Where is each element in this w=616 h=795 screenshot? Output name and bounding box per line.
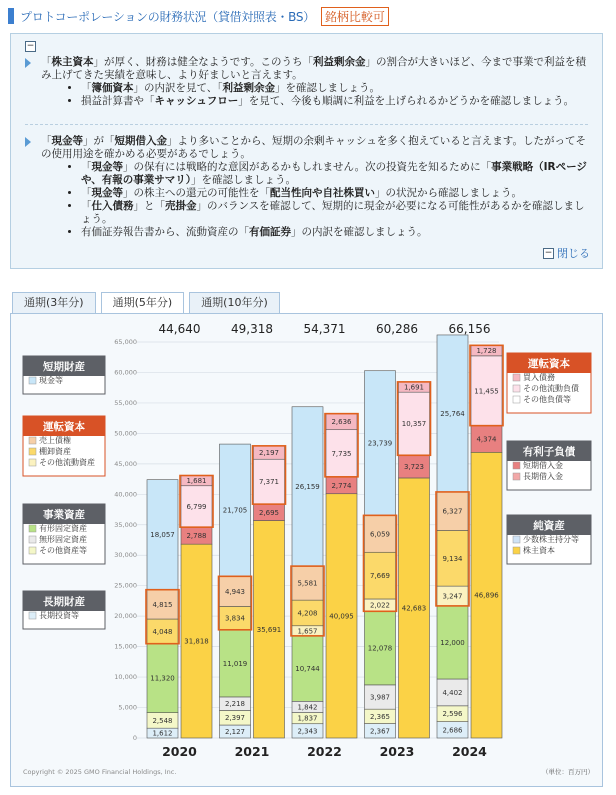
list-item: • 「現金等」の株主への還元の可能性を「配当性向や自社株買い」の状況から確認しましょう。 <box>81 187 592 200</box>
total-label: 54,371 <box>303 322 346 336</box>
y-tick-label: 10,000 <box>114 673 137 682</box>
data-label: 2,686 <box>442 726 463 735</box>
legend-item-label: その他流動資産 <box>39 458 95 467</box>
data-label: 2,365 <box>369 712 391 721</box>
data-label: 23,739 <box>367 439 393 448</box>
data-label: 2,788 <box>186 532 207 541</box>
data-label: 2,397 <box>224 714 246 723</box>
legend-item-label: 短期借入金 <box>523 461 563 470</box>
y-tick-label: 15,000 <box>114 642 137 651</box>
tab-3-years[interactable]: 通期(3年分) <box>12 292 96 313</box>
data-label: 10,744 <box>295 665 320 674</box>
data-label: 40,095 <box>329 612 354 621</box>
data-label: 3,247 <box>442 592 463 601</box>
data-label: 1,842 <box>297 703 318 712</box>
y-tick-label: 5,000 <box>118 703 137 712</box>
total-label: 60,286 <box>376 322 418 336</box>
header-accent-bar <box>8 8 14 24</box>
memo-list <box>23 161 592 239</box>
legend-title: 純資産 <box>533 520 565 532</box>
data-label: 2,367 <box>369 727 391 736</box>
legend-swatch <box>29 377 36 384</box>
data-label: 2,596 <box>442 710 463 719</box>
data-label: 2,127 <box>224 728 246 737</box>
data-label: 31,818 <box>184 637 209 646</box>
y-tick-label: 35,000 <box>114 520 137 529</box>
legend-item-label: その他資産等 <box>39 546 87 555</box>
data-label: 5,581 <box>297 579 318 588</box>
y-tick-label: 40,000 <box>114 490 137 499</box>
legend-item-label: 株主資本 <box>523 546 555 555</box>
x-tick-label: 2024 <box>452 744 487 759</box>
data-label: 42,683 <box>401 604 427 613</box>
legend-swatch <box>29 437 36 444</box>
legend-item-label: 少数株主持分等 <box>523 535 579 544</box>
legend-item-label: その他負債等 <box>523 395 571 404</box>
legend-swatch <box>513 385 520 392</box>
memo-block-cash <box>23 135 592 239</box>
legend-swatch <box>29 459 36 466</box>
legend-swatch <box>513 473 520 480</box>
data-label: 2,218 <box>224 700 246 709</box>
data-label: 4,048 <box>152 627 173 636</box>
legend-title: 運転資本 <box>528 358 570 370</box>
data-label: 2,548 <box>152 716 173 725</box>
y-tick-label: 45,000 <box>114 459 137 468</box>
data-label: 12,000 <box>440 638 465 647</box>
y-tick-label: 50,000 <box>114 429 137 438</box>
data-label: 2,636 <box>331 418 352 427</box>
total-label: 66,156 <box>448 322 491 336</box>
period-tabs <box>12 292 280 313</box>
data-label: 3,834 <box>224 614 246 623</box>
legend-item-label: 長期投資等 <box>39 611 79 620</box>
data-label: 4,208 <box>297 609 318 618</box>
x-tick-label: 2021 <box>234 744 270 759</box>
unit-label: （単位：百万円） <box>542 768 594 776</box>
data-label: 11,320 <box>150 674 175 683</box>
legend-title: 長期財産 <box>43 596 85 608</box>
data-label: 1,691 <box>403 383 425 392</box>
data-label: 7,735 <box>331 449 352 458</box>
y-tick-label: 30,000 <box>114 551 137 560</box>
list-item: • 損益計算書や「キャッシュフロー」を見て、今後も順調に利益を上げられるかどうかを確認しましょう。 <box>81 95 592 108</box>
data-label: 12,078 <box>367 644 393 653</box>
y-tick-label: 20,000 <box>114 612 137 621</box>
data-label: 4,943 <box>224 587 246 596</box>
legend-swatch <box>513 396 520 403</box>
copyright: Copyright © 2025 GMO Financial Holdings, Inc. <box>23 768 177 776</box>
legend-swatch <box>513 536 520 543</box>
legend-swatch <box>513 374 520 381</box>
y-tick-label: 60,000 <box>114 368 137 377</box>
list-item: • 「仕入債務」と「売掛金」のバランスを確認して、短期的に現金が必要になる可能性があるかを確認しましょう。 <box>81 200 592 226</box>
memo-divider <box>25 124 588 125</box>
legend-title: 短期財産 <box>43 361 85 373</box>
data-label: 11,455 <box>474 387 499 396</box>
data-label: 2,343 <box>297 727 318 736</box>
legend-swatch <box>29 547 36 554</box>
data-label: 1,728 <box>476 347 497 356</box>
minus-icon[interactable]: − <box>26 41 35 51</box>
balance-sheet-chart <box>11 314 602 786</box>
legend-swatch <box>29 525 36 532</box>
legend-title: 事業資産 <box>43 509 85 521</box>
total-label: 49,318 <box>231 322 273 336</box>
minus-icon: − <box>544 247 553 258</box>
data-label: 46,896 <box>474 591 499 600</box>
y-tick-label: 65,000 <box>114 338 137 346</box>
data-label: 26,159 <box>295 482 320 491</box>
data-label: 35,691 <box>256 625 282 634</box>
x-tick-label: 2020 <box>162 744 197 759</box>
data-label: 6,327 <box>442 507 463 516</box>
close-label: 閉じる <box>557 247 590 260</box>
data-label: 3,987 <box>369 693 391 702</box>
data-label: 4,815 <box>152 600 173 609</box>
legend-swatch <box>29 612 36 619</box>
legend-swatch <box>29 536 36 543</box>
data-label: 2,695 <box>258 508 280 517</box>
legend-item-label: 無形固定資産 <box>39 535 87 544</box>
legend-item-label: 長期借入金 <box>523 472 563 481</box>
memo-lead: 「株主資本」が厚く、財務は健全なようです。このうち「利益剰余金」の割合が大きいほど、今まで事業で利益を積み上げてきた実績を意味し、より好ましいと言えます。 <box>23 56 592 82</box>
data-label: 7,371 <box>258 478 280 487</box>
legend-swatch <box>513 462 520 469</box>
legend-item-label: 売上債権 <box>39 436 71 445</box>
legend-item-label: 棚卸資産 <box>39 447 71 456</box>
data-label: 1,657 <box>297 627 318 636</box>
data-label: 6,799 <box>186 502 207 511</box>
list-item: • 「簿価資本」の内訳を見て、「利益剰余金」を確認しましょう。 <box>81 82 592 95</box>
y-tick-label: 0 <box>132 734 137 742</box>
tab-5-years[interactable]: 通期(5年分) <box>101 292 185 314</box>
data-label: 4,374 <box>476 435 497 444</box>
legend-item-label: その他流動負債 <box>523 384 579 393</box>
y-tick-label: 55,000 <box>114 398 137 407</box>
memo-block-equity <box>23 56 592 108</box>
data-label: 21,705 <box>222 506 248 515</box>
data-label: 6,059 <box>369 530 391 539</box>
tab-10-years[interactable]: 通期(10年分) <box>189 292 280 313</box>
close-memo-button[interactable] <box>543 245 590 261</box>
data-label: 1,681 <box>186 477 207 486</box>
chart-panel <box>10 313 603 787</box>
legend-swatch <box>29 448 36 455</box>
data-label: 11,019 <box>222 659 248 668</box>
data-label: 2,774 <box>331 481 352 490</box>
data-label: 9,134 <box>442 554 463 563</box>
page-title: プロトコーポレーションの財務状況（貸借対照表・BS） <box>20 9 315 24</box>
analysis-memo <box>10 33 603 269</box>
data-label: 25,764 <box>440 409 465 418</box>
x-tick-label: 2022 <box>307 744 342 759</box>
data-label: 2,197 <box>258 449 280 458</box>
total-label: 44,640 <box>158 322 201 336</box>
x-tick-label: 2023 <box>379 744 415 759</box>
legend-swatch <box>513 547 520 554</box>
data-label: 4,402 <box>442 688 463 697</box>
legend-item-label: 有形固定資産 <box>39 524 87 533</box>
data-label: 1,612 <box>152 729 173 738</box>
memo-lead: 「現金等」が「短期借入金」より多いことから、短期の余剰キャッシュを多く抱えていると言えます。したがってその使用用途を確かめる必要があるでしょう。 <box>23 135 592 161</box>
data-label: 7,669 <box>369 572 391 581</box>
data-label: 10,357 <box>401 420 427 429</box>
list-item: • 「現金等」の保有には戦略的な意図があるかもしれません。次の投資先を知るために「事業戦略（IRページや、有報の事業サマリ）」を確認しましょう。 <box>81 161 592 187</box>
legend-item-label: 買入債務 <box>523 373 555 382</box>
data-label: 3,723 <box>403 463 425 472</box>
data-label: 18,057 <box>150 531 175 540</box>
list-item: • 有価証券報告書から、流動資産の「有価証券」の内訳を確認しましょう。 <box>81 226 592 239</box>
memo-list <box>23 82 592 108</box>
legend-title: 運転資本 <box>43 421 85 433</box>
legend-title: 有利子負債 <box>522 446 576 458</box>
y-tick-label: 25,000 <box>114 581 137 590</box>
data-label: 1,837 <box>297 714 318 723</box>
compare-button[interactable]: 銘柄比較可 <box>321 7 389 26</box>
data-label: 2,022 <box>369 601 391 610</box>
legend-item-label: 現金等 <box>39 376 63 385</box>
page-header <box>8 6 389 26</box>
